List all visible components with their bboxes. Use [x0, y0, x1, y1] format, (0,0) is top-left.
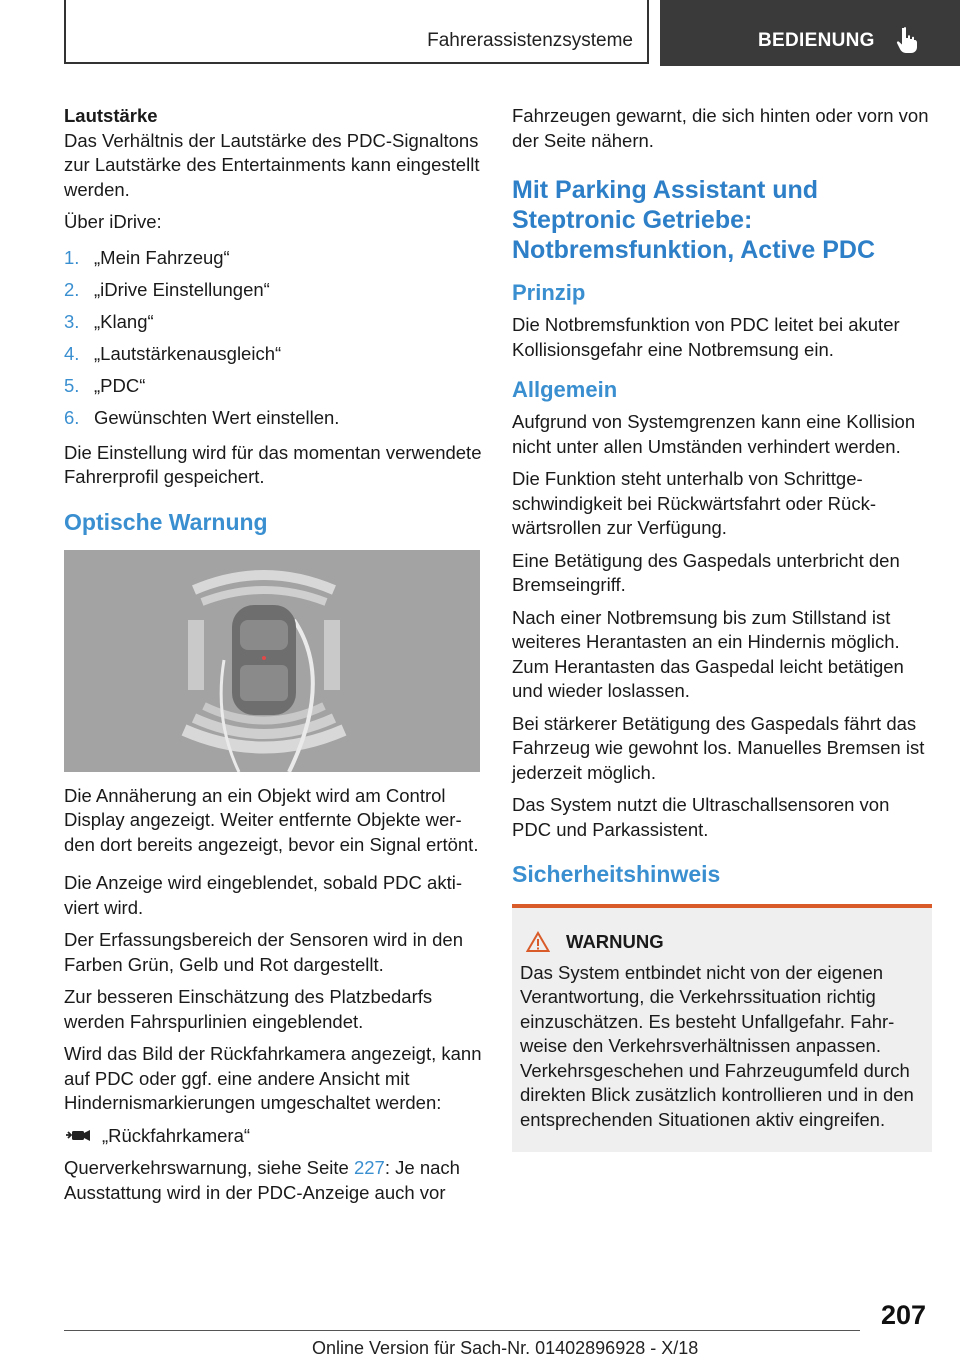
general-heading: Allgemein [512, 377, 618, 402]
general-paragraph: Das System nutzt die Ultraschallsensoren von PDC und Parkassistent. [512, 794, 890, 840]
warning-box [512, 904, 932, 1152]
right-column [512, 104, 932, 1152]
range-text: Der Erfassungsbereich der Sensoren wird in den Farben Grün, Gelb und Rot dargestellt. [64, 929, 463, 975]
pdc-car-graphic [64, 550, 480, 772]
warning-header [520, 930, 924, 955]
volume-text: Das Verhältnis der Lautstärke des PDC-Signaltons zur Lautstärke des Entertainments kann eingestellt werden. [64, 129, 480, 200]
warning-triangle-icon [526, 931, 550, 953]
rear-camera-icon [64, 1126, 92, 1146]
general-paragraph: Die Funktion steht unterhalb von Schrittgeschwindigkeit bei Rückwärtsfahrt oder Rückwärtsrollen zur Verfügung. [512, 468, 876, 538]
pdc-illustration [64, 550, 480, 772]
idrive-intro: Über iDrive: [64, 211, 162, 232]
list-item: 6. Gewünschten Wert einstellen. [64, 407, 340, 429]
header-section-box [64, 0, 649, 64]
list-item: 2. „iDrive Einstellungen“ [64, 279, 270, 301]
general-paragraph: Aufgrund von Systemgrenzen kann eine Kollision nicht unter allen Umständen verhindert werden. [512, 411, 916, 457]
left-column [64, 104, 482, 1213]
safety-heading: Sicherheitshinweis [512, 861, 721, 887]
list-item: 1. „Mein Fahrzeug“ [64, 247, 230, 269]
online-version-note: Online Version für Sach-Nr. 01402896928 - X/18 [312, 1338, 699, 1358]
idrive-steps [64, 243, 482, 435]
page-number: 207 [880, 1300, 926, 1330]
list-item: 5. „PDC“ [64, 375, 146, 397]
page-reference-link[interactable]: 227 [353, 1157, 385, 1178]
footer-divider [64, 1330, 860, 1331]
pointing-hand-icon [896, 26, 918, 54]
camera-text: Wird das Bild der Rückfahrkamera angezeigt, kann auf PDC oder ggf. eine andere Ansicht mit Hindernismarkierungen umgeschaltet werden: [64, 1043, 482, 1113]
principle-heading: Prinzip [512, 280, 586, 305]
lanes-text: Zur besseren Einschätzung des Platzbedarfs werden Fahrspurlinien eingeblendet. [64, 986, 433, 1032]
header-section-title: Fahrerassistenzsysteme [427, 30, 633, 51]
main-heading: Mit Parking Assistant und Steptronic Getriebe: Notbremsfunktion, Active PDC [512, 176, 876, 264]
optical-warning-heading: Optische Warnung [64, 508, 268, 535]
display-text: Die Anzeige wird eingeblendet, sobald PDC aktiviert wird. [64, 872, 462, 918]
general-paragraph: Eine Betätigung des Gaspedals unterbricht den Bremseingriff. [512, 549, 900, 595]
camera-option-label: „Rückfahrkamera“ [102, 1124, 251, 1146]
profile-text: Die Einstellung wird für das momentan verwendete Fahrerprofil gespeichert. [64, 441, 482, 487]
general-paragraph: Nach einer Notbremsung bis zum Stillstand ist weiteres Herantasten an ein Hindernis möglich. Zum Herantasten das Gaspedal leicht betätigen und wieder loslassen. [512, 606, 904, 701]
principle-text: Die Notbremsfunktion von PDC leitet bei akuter Kollisionsgefahr eine Notbremsung ein. [512, 314, 900, 360]
list-item: 4. „Lautstärkenausgleich“ [64, 343, 282, 365]
header-chapter-tab [660, 0, 960, 66]
camera-option-line [64, 1124, 482, 1149]
volume-heading: Lautstärke [64, 105, 158, 126]
list-item: 3. „Klang“ [64, 311, 154, 333]
cross-traffic-text: Querverkehrswarnung, siehe Seite 227: Je nach Ausstattung wird in der PDC-Anzeige auch vor [64, 1157, 460, 1203]
approach-text: Die Annäherung an ein Objekt wird am Control Display angezeigt. Weiter entfernte Objekte werden dort bereits angezeigt, bevor ein Signal ertönt. [64, 784, 479, 855]
header-chapter-title: BEDIENUNG [758, 30, 875, 51]
warning-text: Das System entbindet nicht von der eigenen Verantwortung, die Verkehrssituation richtig einzuschätzen. Es besteht Unfallgefahr. Fahrweise den Verkehrsverhältnissen anpassen. Verkehrsgeschehen und Fahrzeugumfeld durch direkten Blick zusätzlich kontrollieren und in den entsprechenden Situationen aktiv eingreifen. [520, 961, 914, 1130]
continued-text: Fahrzeugen gewarnt, die sich hinten oder vorn von der Seite nähern. [512, 105, 929, 151]
general-paragraph: Bei stärkerer Betätigung des Gaspedals fährt das Fahrzeug wie gewohnt los. Manuelles Bremsen ist jederzeit möglich. [512, 712, 925, 783]
warning-title: WARNUNG [566, 931, 664, 952]
